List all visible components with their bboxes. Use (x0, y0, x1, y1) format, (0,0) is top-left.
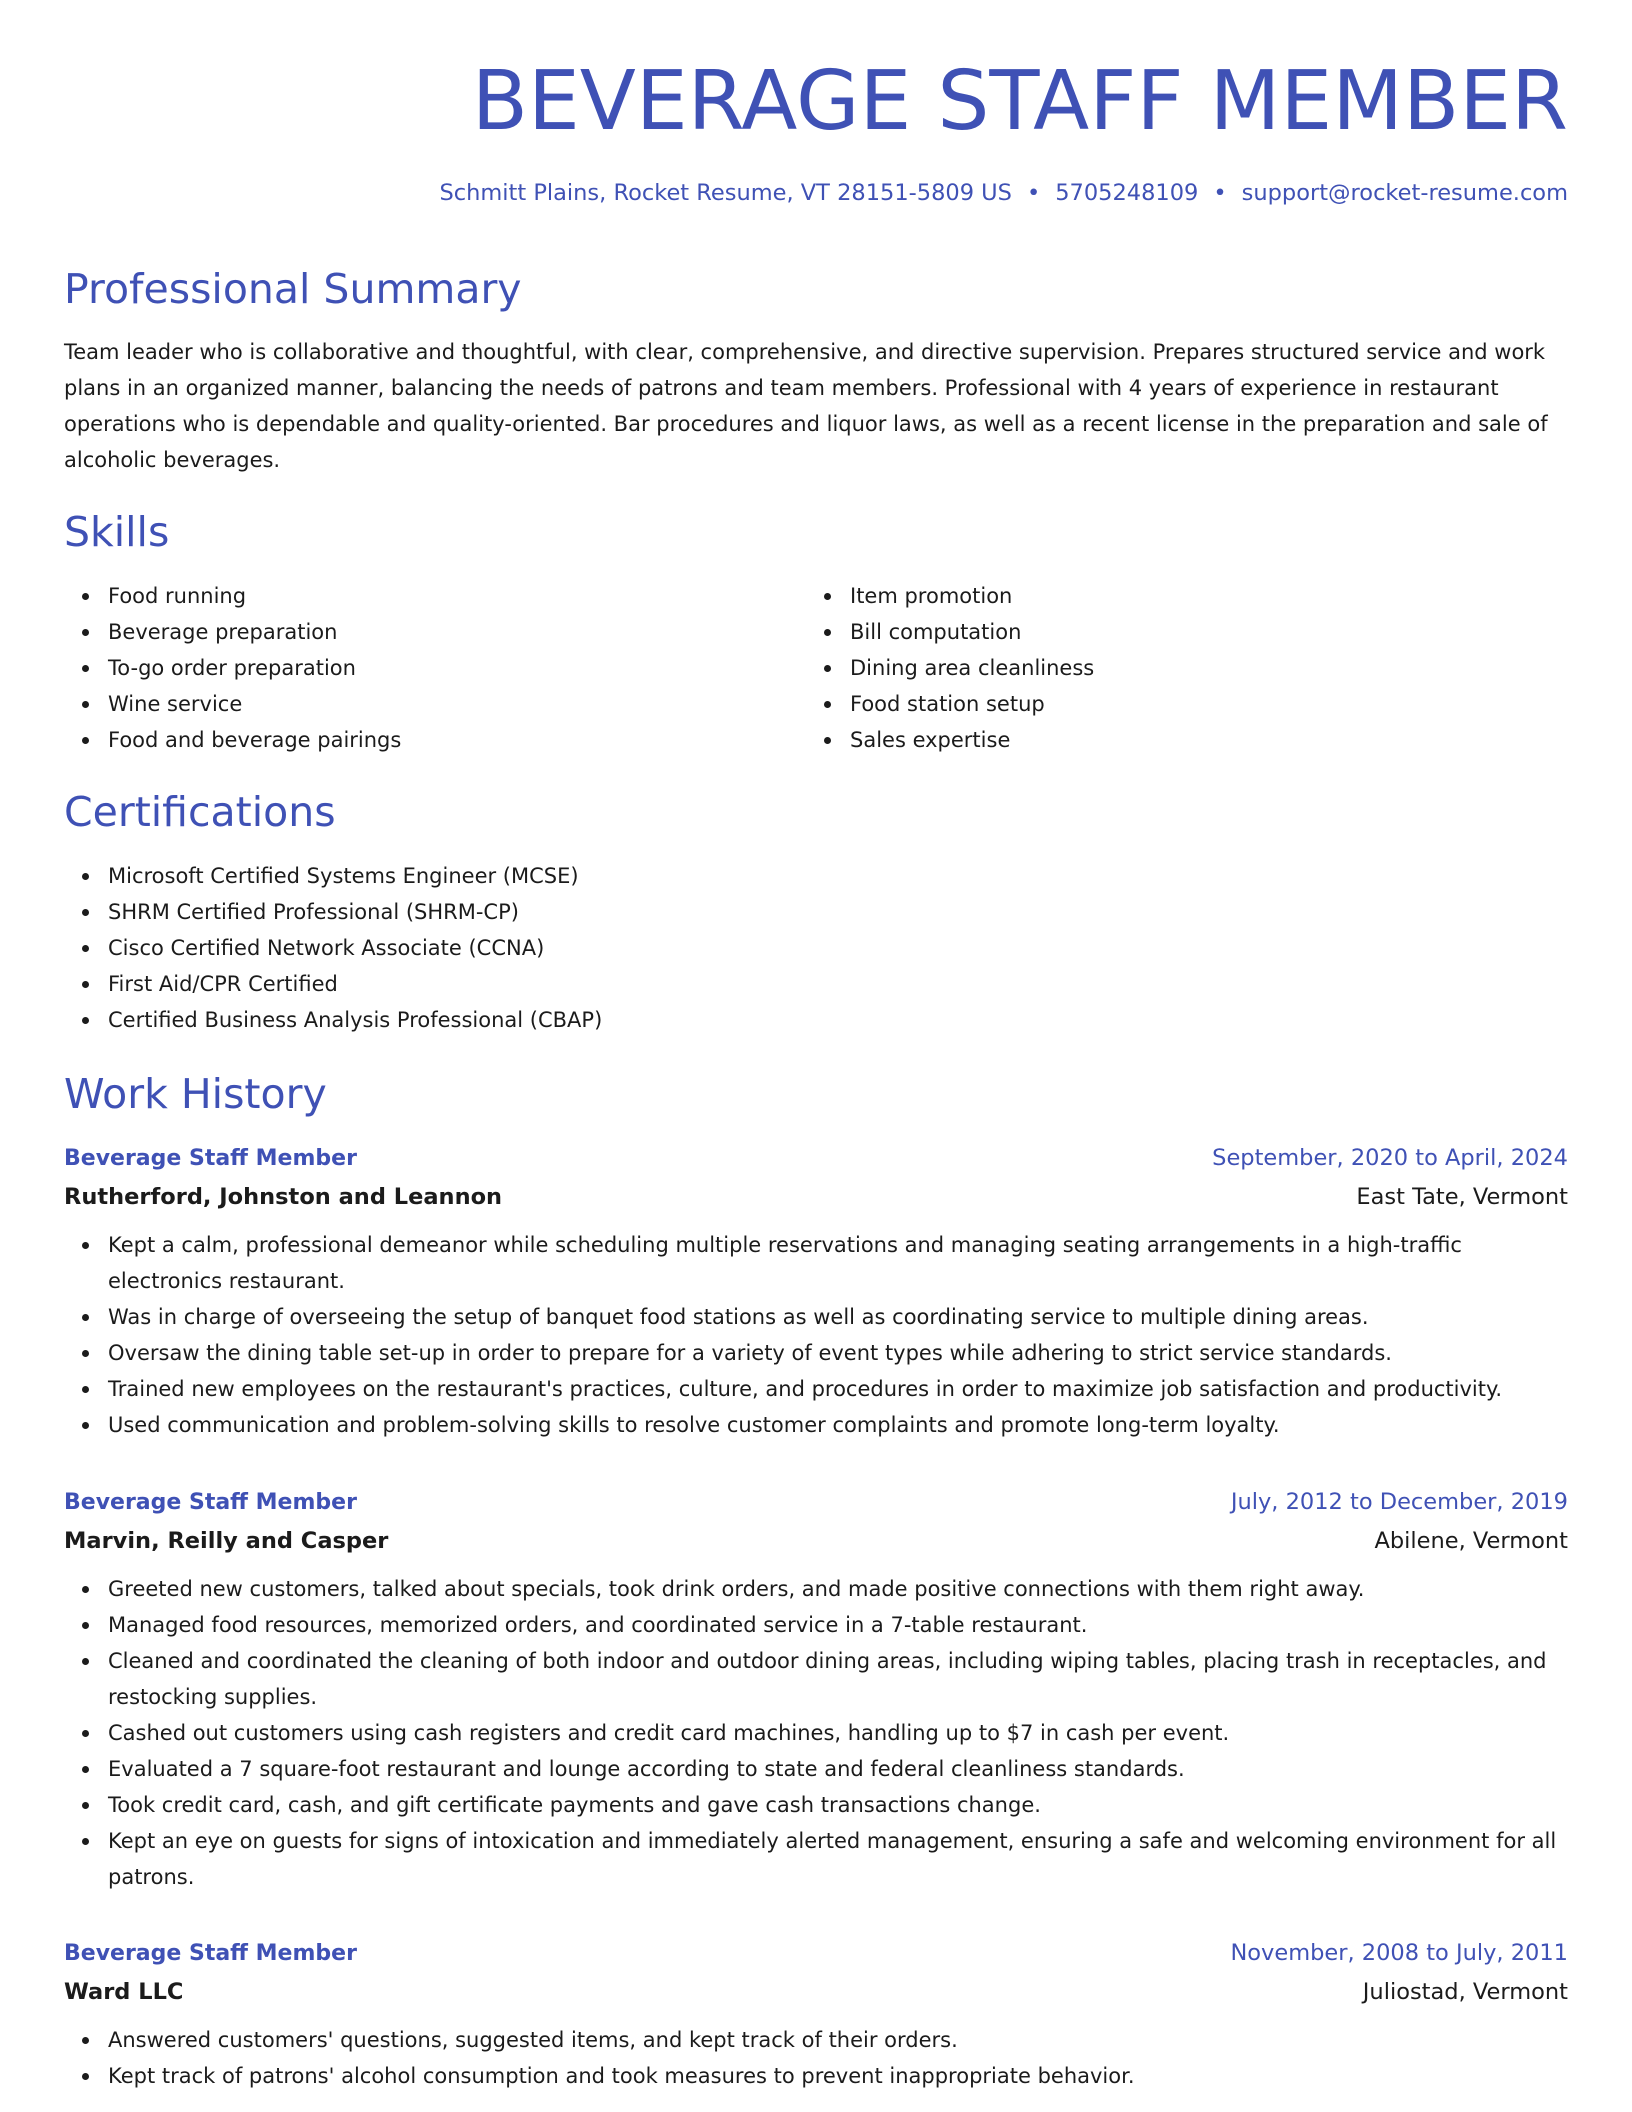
skill-item: Food and beverage pairings (64, 722, 806, 758)
certification-item: First Aid/CPR Certified (64, 966, 1568, 1002)
job-header-row (64, 1140, 1568, 1177)
job-company-row (64, 1521, 1568, 1561)
job-bullet: Was in charge of overseeing the setup of banquet food stations as well as coordinating service to multiple dining areas. (64, 1299, 1568, 1335)
certifications-list (64, 858, 1568, 1038)
skill-item: Dining area cleanliness (806, 650, 1548, 686)
job-bullet: Kept an eye on guests for signs of intoxication and immediately alerted management, ensuring a safe and welcoming environment for all patrons. (64, 1823, 1568, 1895)
job-bullet: Greeted new customers, talked about specials, took drink orders, and made positive connections with them right away. (64, 1571, 1568, 1607)
certification-item: Cisco Certified Network Associate (CCNA) (64, 930, 1568, 966)
skill-item: Bill computation (806, 614, 1548, 650)
job-title: Beverage Staff Member (64, 1146, 357, 1171)
job-company: Ward LLC (64, 1979, 184, 2005)
job-company-row (64, 1972, 1568, 2012)
certification-item: SHRM Certified Professional (SHRM-CP) (64, 894, 1568, 930)
skills-columns (64, 578, 1568, 758)
job-bullet: Kept a calm, professional demeanor while scheduling multiple reservations and managing seating arrangements in a high-traffic electronics restaurant. (64, 1227, 1568, 1299)
skills-heading: Skills (64, 508, 170, 556)
job-company: Marvin, Reilly and Casper (64, 1528, 389, 1554)
job-bullet: Cleaned and coordinated the cleaning of both indoor and outdoor dining areas, including wiping tables, placing trash in receptacles, and restocking supplies. (64, 1643, 1568, 1715)
job-bullet: Evaluated a 7 square-foot restaurant and lounge according to state and federal cleanliness standards. (64, 1751, 1568, 1787)
contact-separator: • (1026, 180, 1041, 206)
job-bullets (64, 1227, 1568, 1443)
job-bullet: Took credit card, cash, and gift certificate payments and gave cash transactions change. (64, 1787, 1568, 1823)
skill-item: Food station setup (806, 686, 1548, 722)
job-entry (64, 1935, 1568, 2094)
summary-heading: Professional Summary (64, 265, 522, 313)
job-bullet: Kept track of patrons' alcohol consumption and took measures to prevent inappropriate behavior. (64, 2058, 1568, 2094)
job-entry (64, 1140, 1568, 1443)
skill-item: Food running (64, 578, 806, 614)
job-bullet: Used communication and problem-solving skills to resolve customer complaints and promote long-term loyalty. (64, 1407, 1568, 1443)
job-bullet: Trained new employees on the restaurant's practices, culture, and procedures in order to maximize job satisfaction and productivity. (64, 1371, 1568, 1407)
contact-email[interactable]: support@rocket-resume.com (1241, 180, 1568, 206)
resume-title: BEVERAGE STAFF MEMBER (471, 54, 1568, 149)
skill-item: Wine service (64, 686, 806, 722)
certification-item: Microsoft Certified Systems Engineer (MCSE) (64, 858, 1568, 894)
skills-list-right (806, 578, 1548, 758)
certifications-heading: Certifications (64, 788, 336, 836)
job-entry (64, 1484, 1568, 1895)
summary-text: Team leader who is collaborative and thoughtful, with clear, comprehensive, and directive supervision. Prepares structured service and work plans in an organized manner, balancing the needs of patrons and team members. Professional with 4 years of experience in restaurant operations who is dependable and quality-oriented. Bar procedures and liquor laws, as well as a recent license in the preparation and sale of alcoholic beverages. (64, 340, 1548, 472)
job-company: Rutherford, Johnston and Leannon (64, 1184, 503, 1210)
skill-item: Sales expertise (806, 722, 1548, 758)
job-dates: September, 2020 to April, 2024 (1212, 1145, 1568, 1171)
contact-address: Schmitt Plains, Rocket Resume, VT 28151-5809 US (439, 180, 1012, 206)
skill-item: Item promotion (806, 578, 1548, 614)
skill-item: Beverage preparation (64, 614, 806, 650)
job-bullets (64, 2022, 1568, 2094)
job-location: Juliostad, Vermont (1362, 1979, 1568, 2005)
skills-list-left (64, 578, 806, 758)
job-header-row (64, 1484, 1568, 1521)
resume-page (64, 0, 1568, 2088)
job-bullet: Oversaw the dining table set-up in order to prepare for a variety of event types while adhering to strict service standards. (64, 1335, 1568, 1371)
certification-item: Certified Business Analysis Professional (CBAP) (64, 1002, 1568, 1038)
job-dates: November, 2008 to July, 2011 (1230, 1940, 1568, 1966)
job-bullet: Cashed out customers using cash registers and credit card machines, handling up to $7 in cash per event. (64, 1715, 1568, 1751)
job-company-row (64, 1177, 1568, 1217)
job-title: Beverage Staff Member (64, 1941, 357, 1966)
job-bullets (64, 1571, 1568, 1895)
job-bullet: Answered customers' questions, suggested items, and kept track of their orders. (64, 2022, 1568, 2058)
skill-item: To-go order preparation (64, 650, 806, 686)
contact-separator: • (1213, 180, 1227, 206)
job-location: East Tate, Vermont (1356, 1184, 1568, 1210)
job-header-row (64, 1935, 1568, 1972)
work-history-heading: Work History (64, 1070, 327, 1118)
contact-phone: 5705248109 (1055, 180, 1199, 206)
contact-line (64, 178, 1568, 208)
job-location: Abilene, Vermont (1374, 1528, 1568, 1554)
job-bullet: Managed food resources, memorized orders, and coordinated service in a 7-table restaurant. (64, 1607, 1568, 1643)
job-dates: July, 2012 to December, 2019 (1230, 1489, 1568, 1515)
job-title: Beverage Staff Member (64, 1490, 357, 1515)
